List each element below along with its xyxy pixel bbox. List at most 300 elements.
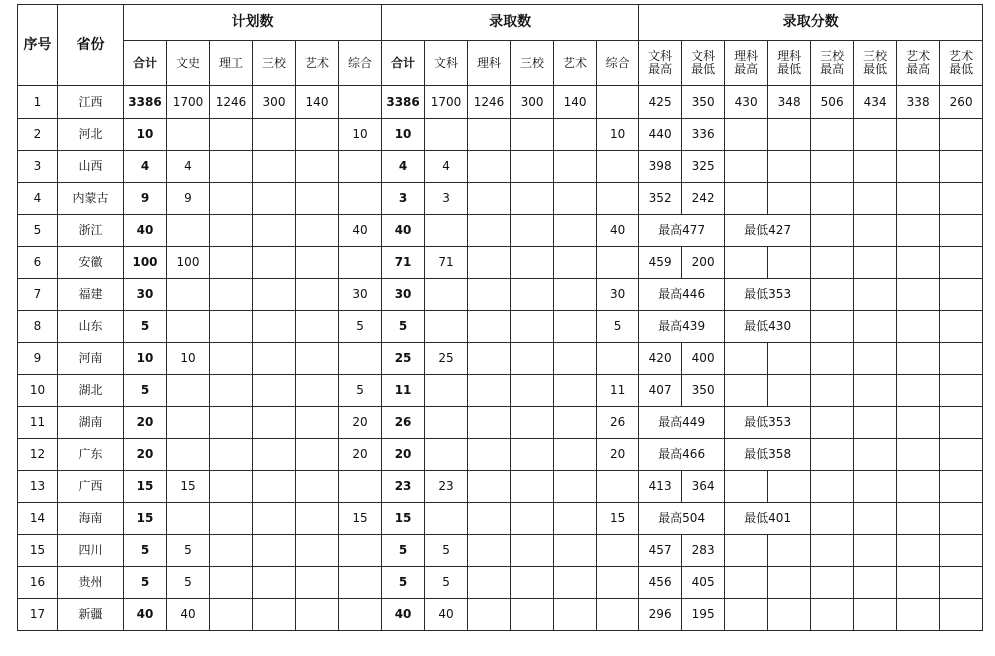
province-cell: 江西 xyxy=(58,86,124,119)
score-cell xyxy=(768,151,811,183)
score-cell xyxy=(940,535,983,567)
plan-cell: 20 xyxy=(124,439,167,471)
province-cell: 湖北 xyxy=(58,375,124,407)
admit-cell xyxy=(468,471,511,503)
plan-cell xyxy=(210,471,253,503)
score-cell xyxy=(768,247,811,279)
score-col-header: 艺术 最高 xyxy=(897,41,940,86)
admit-cell xyxy=(425,503,468,535)
province-cell: 湖南 xyxy=(58,407,124,439)
score-cell xyxy=(725,247,768,279)
score-cell: 434 xyxy=(854,86,897,119)
score-cell: 430 xyxy=(725,86,768,119)
admit-cell xyxy=(425,119,468,151)
score-cell xyxy=(854,439,897,471)
plan-cell: 20 xyxy=(339,407,382,439)
header-row-sub xyxy=(18,41,983,86)
score-cell xyxy=(854,183,897,215)
table-row xyxy=(18,567,983,599)
plan-cell xyxy=(210,215,253,247)
seq-cell: 14 xyxy=(18,503,58,535)
province-cell: 山东 xyxy=(58,311,124,343)
admit-cell xyxy=(511,247,554,279)
admit-cell xyxy=(511,215,554,247)
score-cell xyxy=(768,471,811,503)
score-cell xyxy=(725,567,768,599)
plan-cell: 10 xyxy=(339,119,382,151)
seq-cell: 13 xyxy=(18,471,58,503)
plan-cell: 5 xyxy=(124,567,167,599)
plan-cell xyxy=(296,343,339,375)
plan-col-header: 理工 xyxy=(210,41,253,86)
admit-cell: 25 xyxy=(382,343,425,375)
plan-cell: 4 xyxy=(124,151,167,183)
score-cell xyxy=(854,471,897,503)
table-row xyxy=(18,535,983,567)
plan-cell xyxy=(296,151,339,183)
plan-cell xyxy=(253,599,296,631)
plan-cell: 15 xyxy=(167,471,210,503)
score-cell: 456 xyxy=(639,567,682,599)
admit-cell: 3 xyxy=(382,183,425,215)
plan-cell xyxy=(253,407,296,439)
admit-cell xyxy=(597,247,639,279)
table-row xyxy=(18,471,983,503)
plan-cell: 5 xyxy=(167,567,210,599)
plan-cell xyxy=(167,279,210,311)
score-cell xyxy=(854,375,897,407)
seq-cell: 17 xyxy=(18,599,58,631)
admit-cell xyxy=(554,599,597,631)
plan-cell xyxy=(210,599,253,631)
score-cell xyxy=(811,215,854,247)
plan-cell xyxy=(253,535,296,567)
table-row xyxy=(18,247,983,279)
province-cell: 河北 xyxy=(58,119,124,151)
seq-cell: 15 xyxy=(18,535,58,567)
plan-cell xyxy=(253,471,296,503)
score-cell xyxy=(940,567,983,599)
plan-cell xyxy=(167,503,210,535)
score-cell xyxy=(854,407,897,439)
table-row xyxy=(18,215,983,247)
score-cell: 407 xyxy=(639,375,682,407)
plan-cell: 10 xyxy=(124,343,167,375)
admit-cell: 71 xyxy=(382,247,425,279)
admit-cell xyxy=(597,599,639,631)
admit-cell: 11 xyxy=(382,375,425,407)
admit-cell: 40 xyxy=(597,215,639,247)
admit-cell: 5 xyxy=(425,567,468,599)
score-cell: 350 xyxy=(682,375,725,407)
table-row xyxy=(18,183,983,215)
score-cell: 425 xyxy=(639,86,682,119)
score-cell: 350 xyxy=(682,86,725,119)
score-cell: 195 xyxy=(682,599,725,631)
score-cell xyxy=(940,375,983,407)
plan-cell: 5 xyxy=(339,375,382,407)
admit-cell: 23 xyxy=(425,471,468,503)
score-cell xyxy=(725,535,768,567)
province-cell: 海南 xyxy=(58,503,124,535)
seq-cell: 3 xyxy=(18,151,58,183)
admit-cell xyxy=(468,215,511,247)
score-cell xyxy=(768,375,811,407)
score-cell xyxy=(811,183,854,215)
seq-cell: 11 xyxy=(18,407,58,439)
score-cell xyxy=(940,279,983,311)
score-cell: 420 xyxy=(639,343,682,375)
score-cell: 242 xyxy=(682,183,725,215)
score-cell xyxy=(768,119,811,151)
score-cell xyxy=(725,183,768,215)
table-row xyxy=(18,375,983,407)
plan-cell xyxy=(253,183,296,215)
score-col-header: 理科 最高 xyxy=(725,41,768,86)
province-cell: 安徽 xyxy=(58,247,124,279)
score-cell: 200 xyxy=(682,247,725,279)
score-cell xyxy=(811,279,854,311)
plan-cell xyxy=(296,183,339,215)
score-cell xyxy=(940,407,983,439)
admit-col-header: 合计 xyxy=(382,41,425,86)
score-cell xyxy=(897,183,940,215)
plan-cell xyxy=(339,247,382,279)
plan-cell xyxy=(253,311,296,343)
score-max-merged-cell: 最高446 xyxy=(639,279,725,311)
score-cell xyxy=(811,535,854,567)
plan-cell: 3386 xyxy=(124,86,167,119)
admit-cell xyxy=(554,407,597,439)
plan-cell xyxy=(210,503,253,535)
admit-header: 录取数 xyxy=(382,5,639,41)
plan-cell xyxy=(296,471,339,503)
admit-cell: 23 xyxy=(382,471,425,503)
plan-cell: 100 xyxy=(167,247,210,279)
province-cell: 内蒙古 xyxy=(58,183,124,215)
plan-cell: 10 xyxy=(124,119,167,151)
admit-cell: 20 xyxy=(382,439,425,471)
score-cell xyxy=(897,311,940,343)
plan-cell: 40 xyxy=(124,599,167,631)
plan-cell: 300 xyxy=(253,86,296,119)
admit-cell xyxy=(597,471,639,503)
plan-cell: 40 xyxy=(167,599,210,631)
score-cell xyxy=(811,407,854,439)
plan-cell xyxy=(210,407,253,439)
plan-cell: 1246 xyxy=(210,86,253,119)
province-cell: 山西 xyxy=(58,151,124,183)
admit-cell xyxy=(554,375,597,407)
score-cell xyxy=(897,343,940,375)
admit-cell: 15 xyxy=(382,503,425,535)
admit-cell: 40 xyxy=(382,215,425,247)
score-cell xyxy=(897,567,940,599)
plan-col-header: 三校 xyxy=(253,41,296,86)
plan-cell xyxy=(210,183,253,215)
table-row xyxy=(18,343,983,375)
admit-cell xyxy=(597,86,639,119)
score-cell xyxy=(725,599,768,631)
seq-cell: 12 xyxy=(18,439,58,471)
admit-col-header: 文科 xyxy=(425,41,468,86)
admit-cell xyxy=(511,311,554,343)
admit-cell xyxy=(554,503,597,535)
admit-cell: 15 xyxy=(597,503,639,535)
plan-cell xyxy=(296,119,339,151)
score-cell xyxy=(854,215,897,247)
admit-cell: 25 xyxy=(425,343,468,375)
score-cell xyxy=(768,599,811,631)
plan-cell: 140 xyxy=(296,86,339,119)
plan-cell xyxy=(296,279,339,311)
seq-header: 序号 xyxy=(18,5,58,86)
plan-cell: 20 xyxy=(124,407,167,439)
admit-cell: 26 xyxy=(597,407,639,439)
score-cell xyxy=(854,535,897,567)
admit-cell xyxy=(468,439,511,471)
score-cell: 506 xyxy=(811,86,854,119)
score-cell xyxy=(725,471,768,503)
plan-cell: 30 xyxy=(339,279,382,311)
province-cell: 福建 xyxy=(58,279,124,311)
plan-cell xyxy=(167,119,210,151)
admit-cell: 140 xyxy=(554,86,597,119)
plan-cell: 5 xyxy=(124,311,167,343)
admit-cell xyxy=(554,215,597,247)
plan-cell xyxy=(296,311,339,343)
plan-cell xyxy=(296,247,339,279)
score-max-merged-cell: 最高477 xyxy=(639,215,725,247)
plan-cell xyxy=(253,279,296,311)
plan-cell xyxy=(210,119,253,151)
admit-cell xyxy=(511,279,554,311)
admit-cell xyxy=(597,535,639,567)
plan-cell xyxy=(253,247,296,279)
plan-cell: 15 xyxy=(124,471,167,503)
admit-cell xyxy=(468,567,511,599)
score-cell: 352 xyxy=(639,183,682,215)
admit-cell xyxy=(554,535,597,567)
score-max-merged-cell: 最高439 xyxy=(639,311,725,343)
plan-cell xyxy=(296,535,339,567)
admit-cell xyxy=(468,343,511,375)
plan-cell xyxy=(296,599,339,631)
admit-col-header: 三校 xyxy=(511,41,554,86)
score-cell xyxy=(940,343,983,375)
plan-cell: 40 xyxy=(124,215,167,247)
admit-cell xyxy=(554,311,597,343)
score-cell xyxy=(897,471,940,503)
score-cell: 457 xyxy=(639,535,682,567)
admit-cell xyxy=(554,343,597,375)
admit-cell: 4 xyxy=(425,151,468,183)
plan-cell: 1700 xyxy=(167,86,210,119)
admit-cell xyxy=(468,535,511,567)
score-cell: 440 xyxy=(639,119,682,151)
table-row xyxy=(18,311,983,343)
plan-cell xyxy=(253,375,296,407)
score-cell xyxy=(811,599,854,631)
admit-cell xyxy=(511,503,554,535)
province-cell: 广东 xyxy=(58,439,124,471)
plan-cell xyxy=(167,375,210,407)
admit-cell: 5 xyxy=(382,311,425,343)
plan-header: 计划数 xyxy=(124,5,382,41)
admit-cell xyxy=(554,567,597,599)
score-cell xyxy=(854,567,897,599)
admission-table xyxy=(17,4,983,631)
admit-cell xyxy=(597,151,639,183)
score-col-header: 三校 最高 xyxy=(811,41,854,86)
score-cell: 348 xyxy=(768,86,811,119)
table-row xyxy=(18,279,983,311)
score-col-header: 三校 最低 xyxy=(854,41,897,86)
admit-cell xyxy=(511,567,554,599)
admit-cell xyxy=(468,279,511,311)
score-col-header: 艺术 最低 xyxy=(940,41,983,86)
score-min-merged-cell: 最低401 xyxy=(725,503,811,535)
plan-cell xyxy=(167,439,210,471)
seq-cell: 5 xyxy=(18,215,58,247)
score-cell xyxy=(725,343,768,375)
admit-cell xyxy=(425,215,468,247)
plan-cell xyxy=(253,151,296,183)
score-cell xyxy=(897,407,940,439)
admit-cell: 3 xyxy=(425,183,468,215)
admit-cell xyxy=(554,119,597,151)
score-cell xyxy=(897,247,940,279)
seq-cell: 16 xyxy=(18,567,58,599)
score-cell xyxy=(940,183,983,215)
seq-cell: 1 xyxy=(18,86,58,119)
admit-cell xyxy=(425,279,468,311)
admit-cell xyxy=(597,343,639,375)
plan-cell xyxy=(167,407,210,439)
plan-cell xyxy=(339,151,382,183)
admit-cell: 5 xyxy=(382,567,425,599)
score-cell xyxy=(768,535,811,567)
plan-cell: 15 xyxy=(124,503,167,535)
plan-cell: 30 xyxy=(124,279,167,311)
plan-cell: 100 xyxy=(124,247,167,279)
admit-cell: 30 xyxy=(382,279,425,311)
score-header: 录取分数 xyxy=(639,5,983,41)
table-row xyxy=(18,439,983,471)
admit-cell xyxy=(597,567,639,599)
admit-cell xyxy=(554,247,597,279)
plan-cell xyxy=(253,215,296,247)
score-cell xyxy=(897,599,940,631)
admit-cell xyxy=(468,183,511,215)
admit-cell: 5 xyxy=(597,311,639,343)
plan-cell xyxy=(167,215,210,247)
admit-cell: 40 xyxy=(382,599,425,631)
score-max-merged-cell: 最高466 xyxy=(639,439,725,471)
score-cell xyxy=(811,311,854,343)
plan-cell xyxy=(296,375,339,407)
score-cell xyxy=(940,247,983,279)
table-body xyxy=(18,86,983,631)
plan-col-header: 艺术 xyxy=(296,41,339,86)
admit-cell: 5 xyxy=(425,535,468,567)
score-cell xyxy=(768,567,811,599)
score-cell xyxy=(811,439,854,471)
score-cell: 336 xyxy=(682,119,725,151)
score-col-header: 文科 最低 xyxy=(682,41,725,86)
admit-cell xyxy=(468,407,511,439)
province-cell: 贵州 xyxy=(58,567,124,599)
plan-cell: 40 xyxy=(339,215,382,247)
admit-col-header: 理科 xyxy=(468,41,511,86)
plan-cell xyxy=(339,183,382,215)
score-cell xyxy=(811,471,854,503)
admit-cell: 1700 xyxy=(425,86,468,119)
admit-cell xyxy=(554,279,597,311)
plan-cell: 5 xyxy=(124,535,167,567)
score-cell xyxy=(768,183,811,215)
score-cell xyxy=(940,311,983,343)
admit-cell xyxy=(468,311,511,343)
seq-cell: 10 xyxy=(18,375,58,407)
admit-cell: 26 xyxy=(382,407,425,439)
admit-cell xyxy=(554,471,597,503)
admit-cell: 40 xyxy=(425,599,468,631)
admit-cell: 71 xyxy=(425,247,468,279)
plan-cell xyxy=(296,567,339,599)
score-cell xyxy=(811,343,854,375)
plan-cell: 10 xyxy=(167,343,210,375)
score-cell xyxy=(854,503,897,535)
plan-col-header: 综合 xyxy=(339,41,382,86)
admit-cell: 4 xyxy=(382,151,425,183)
admit-cell xyxy=(554,183,597,215)
score-min-merged-cell: 最低430 xyxy=(725,311,811,343)
score-cell xyxy=(854,599,897,631)
score-cell xyxy=(940,439,983,471)
plan-cell: 9 xyxy=(124,183,167,215)
plan-cell xyxy=(296,439,339,471)
score-cell: 398 xyxy=(639,151,682,183)
plan-cell xyxy=(210,567,253,599)
plan-cell: 5 xyxy=(167,535,210,567)
score-cell xyxy=(854,151,897,183)
plan-cell xyxy=(339,343,382,375)
score-cell xyxy=(940,471,983,503)
plan-cell xyxy=(210,311,253,343)
score-cell: 325 xyxy=(682,151,725,183)
admit-cell xyxy=(425,311,468,343)
admit-cell xyxy=(468,503,511,535)
admit-cell xyxy=(511,151,554,183)
admit-cell: 300 xyxy=(511,86,554,119)
table-row xyxy=(18,503,983,535)
admit-cell xyxy=(468,599,511,631)
score-cell xyxy=(940,151,983,183)
score-cell xyxy=(854,279,897,311)
seq-cell: 9 xyxy=(18,343,58,375)
score-min-merged-cell: 最低353 xyxy=(725,279,811,311)
table-row xyxy=(18,599,983,631)
seq-cell: 7 xyxy=(18,279,58,311)
admit-cell: 10 xyxy=(597,119,639,151)
plan-cell xyxy=(339,471,382,503)
admit-cell xyxy=(511,375,554,407)
score-cell xyxy=(854,311,897,343)
province-cell: 广西 xyxy=(58,471,124,503)
admit-cell xyxy=(468,119,511,151)
plan-col-header: 文史 xyxy=(167,41,210,86)
